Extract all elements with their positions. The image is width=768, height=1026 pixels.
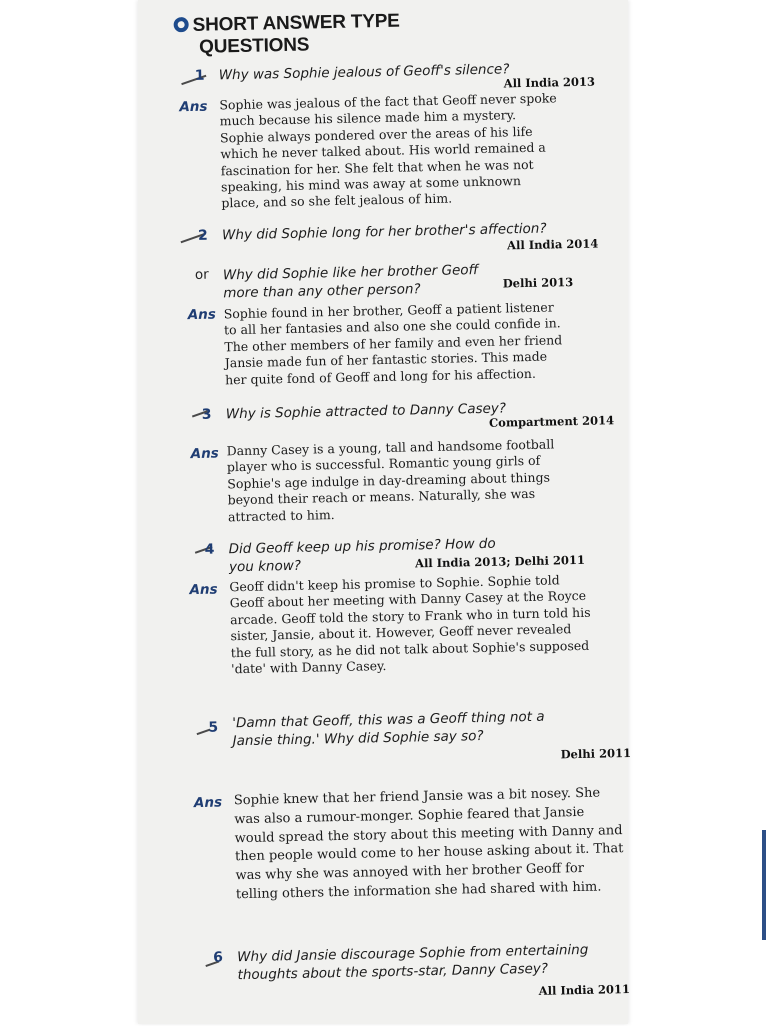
question-2 <box>142 218 602 253</box>
question-3 <box>146 397 615 430</box>
section-bullet-icon <box>174 17 189 32</box>
question-text: Why is Sophie attracted to Danny Casey? <box>225 400 507 423</box>
question-number: 6 <box>213 949 224 966</box>
exam-tag: All India 2014 <box>506 236 599 253</box>
exam-tag: All India 2013 <box>503 74 596 91</box>
page-content <box>137 0 648 1026</box>
question-number: 4 <box>204 541 215 558</box>
exam-tag: All India 2011 <box>538 982 631 998</box>
or-label: or <box>194 266 209 283</box>
question-5 <box>152 706 632 762</box>
answer-5: Sophie knew that her friend Jansie was a bit nosey. She was also a rumour-monger. Sophie feared that Jansie would spread the story about this meeting with Danny and then people would come to her house asking about it. That was why she was annoyed with her brother Geoff for telling others the information she had shared with him. <box>233 785 624 903</box>
answer-4: Geoff didn't keep his promise to Sophie. Sophie told Geoff about her meeting with Danny Casey at the Royce arcade. Geoff told the story to Frank who in turn told his sister, Jansie, about it. However, Geoff never revealed the full story, as he did not talk about Sophie's supposed 'date' with Danny Casey. <box>229 572 591 677</box>
exam-tag: All India 2013; Delhi 2011 <box>414 552 586 571</box>
exam-tag: Compartment 2014 <box>488 413 615 430</box>
heading-line-1: SHORT ANSWER TYPE <box>192 10 400 36</box>
question-number: 3 <box>201 406 212 423</box>
question-4 <box>148 533 589 578</box>
question-text: Why did Sophie long for her brother's affection? <box>221 220 547 244</box>
question-number: 5 <box>208 719 219 736</box>
alternate-question-2 <box>143 259 574 304</box>
question-text: 'Damn that Geoff, this was a Geoff thing not a Jansie thing.' Why did Sophie say so? <box>232 708 545 750</box>
answer-label: Ans <box>189 581 218 599</box>
question-text: Why did Jansie discourage Sophie from entertaining thoughts about the sports-star, Danny Casey? <box>237 941 589 984</box>
question-text: Did Geoff keep up his promise? How do you know? <box>228 535 496 576</box>
answer-label: Ans <box>179 98 208 116</box>
alternate-question-text: Why did Sophie like her brother Geoff more than any other person? <box>222 262 479 302</box>
answer-label: Ans <box>187 306 217 324</box>
exam-tag: Delhi 2013 <box>502 275 574 291</box>
answer-label: Ans <box>193 794 223 812</box>
book-page <box>138 0 632 1024</box>
question-1 <box>139 58 599 91</box>
answer-3: Danny Casey is a young, tall and handsome football player who is successful. Romantic young girls of Sophie's age indulge in day-dreaming about things beyond their reach or means. Naturally, she was attracted to him. <box>226 436 555 524</box>
question-text: Why was Sophie jealous of Geoff's silence? <box>218 61 510 84</box>
question-number: 2 <box>197 227 209 244</box>
heading-line-2: QUESTIONS <box>198 34 310 58</box>
section-heading <box>173 11 400 60</box>
question-6 <box>157 940 638 998</box>
page-edge-marker <box>762 830 766 940</box>
answer-1: Sophie was jealous of the fact that Geoff never spoke much because his silence made him a mystery. Sophie always pondered over the areas of his life which he never talked about. His world remained a fascination for her. She felt that when he was not speaking, his mind was away at some unknown place, and so she felt jealous of him. <box>219 90 557 211</box>
answer-label: Ans <box>190 445 219 463</box>
question-number: 1 <box>194 67 205 84</box>
answer-2: Sophie found in her brother, Geoff a patient listener to all her fantasies and also one she could confide in. The other members of her family and even her friend Jansie made fun of her fantastic stories. This made her quite fond of Geoff and long for his affection. <box>223 299 563 387</box>
exam-tag: Delhi 2011 <box>560 745 632 762</box>
